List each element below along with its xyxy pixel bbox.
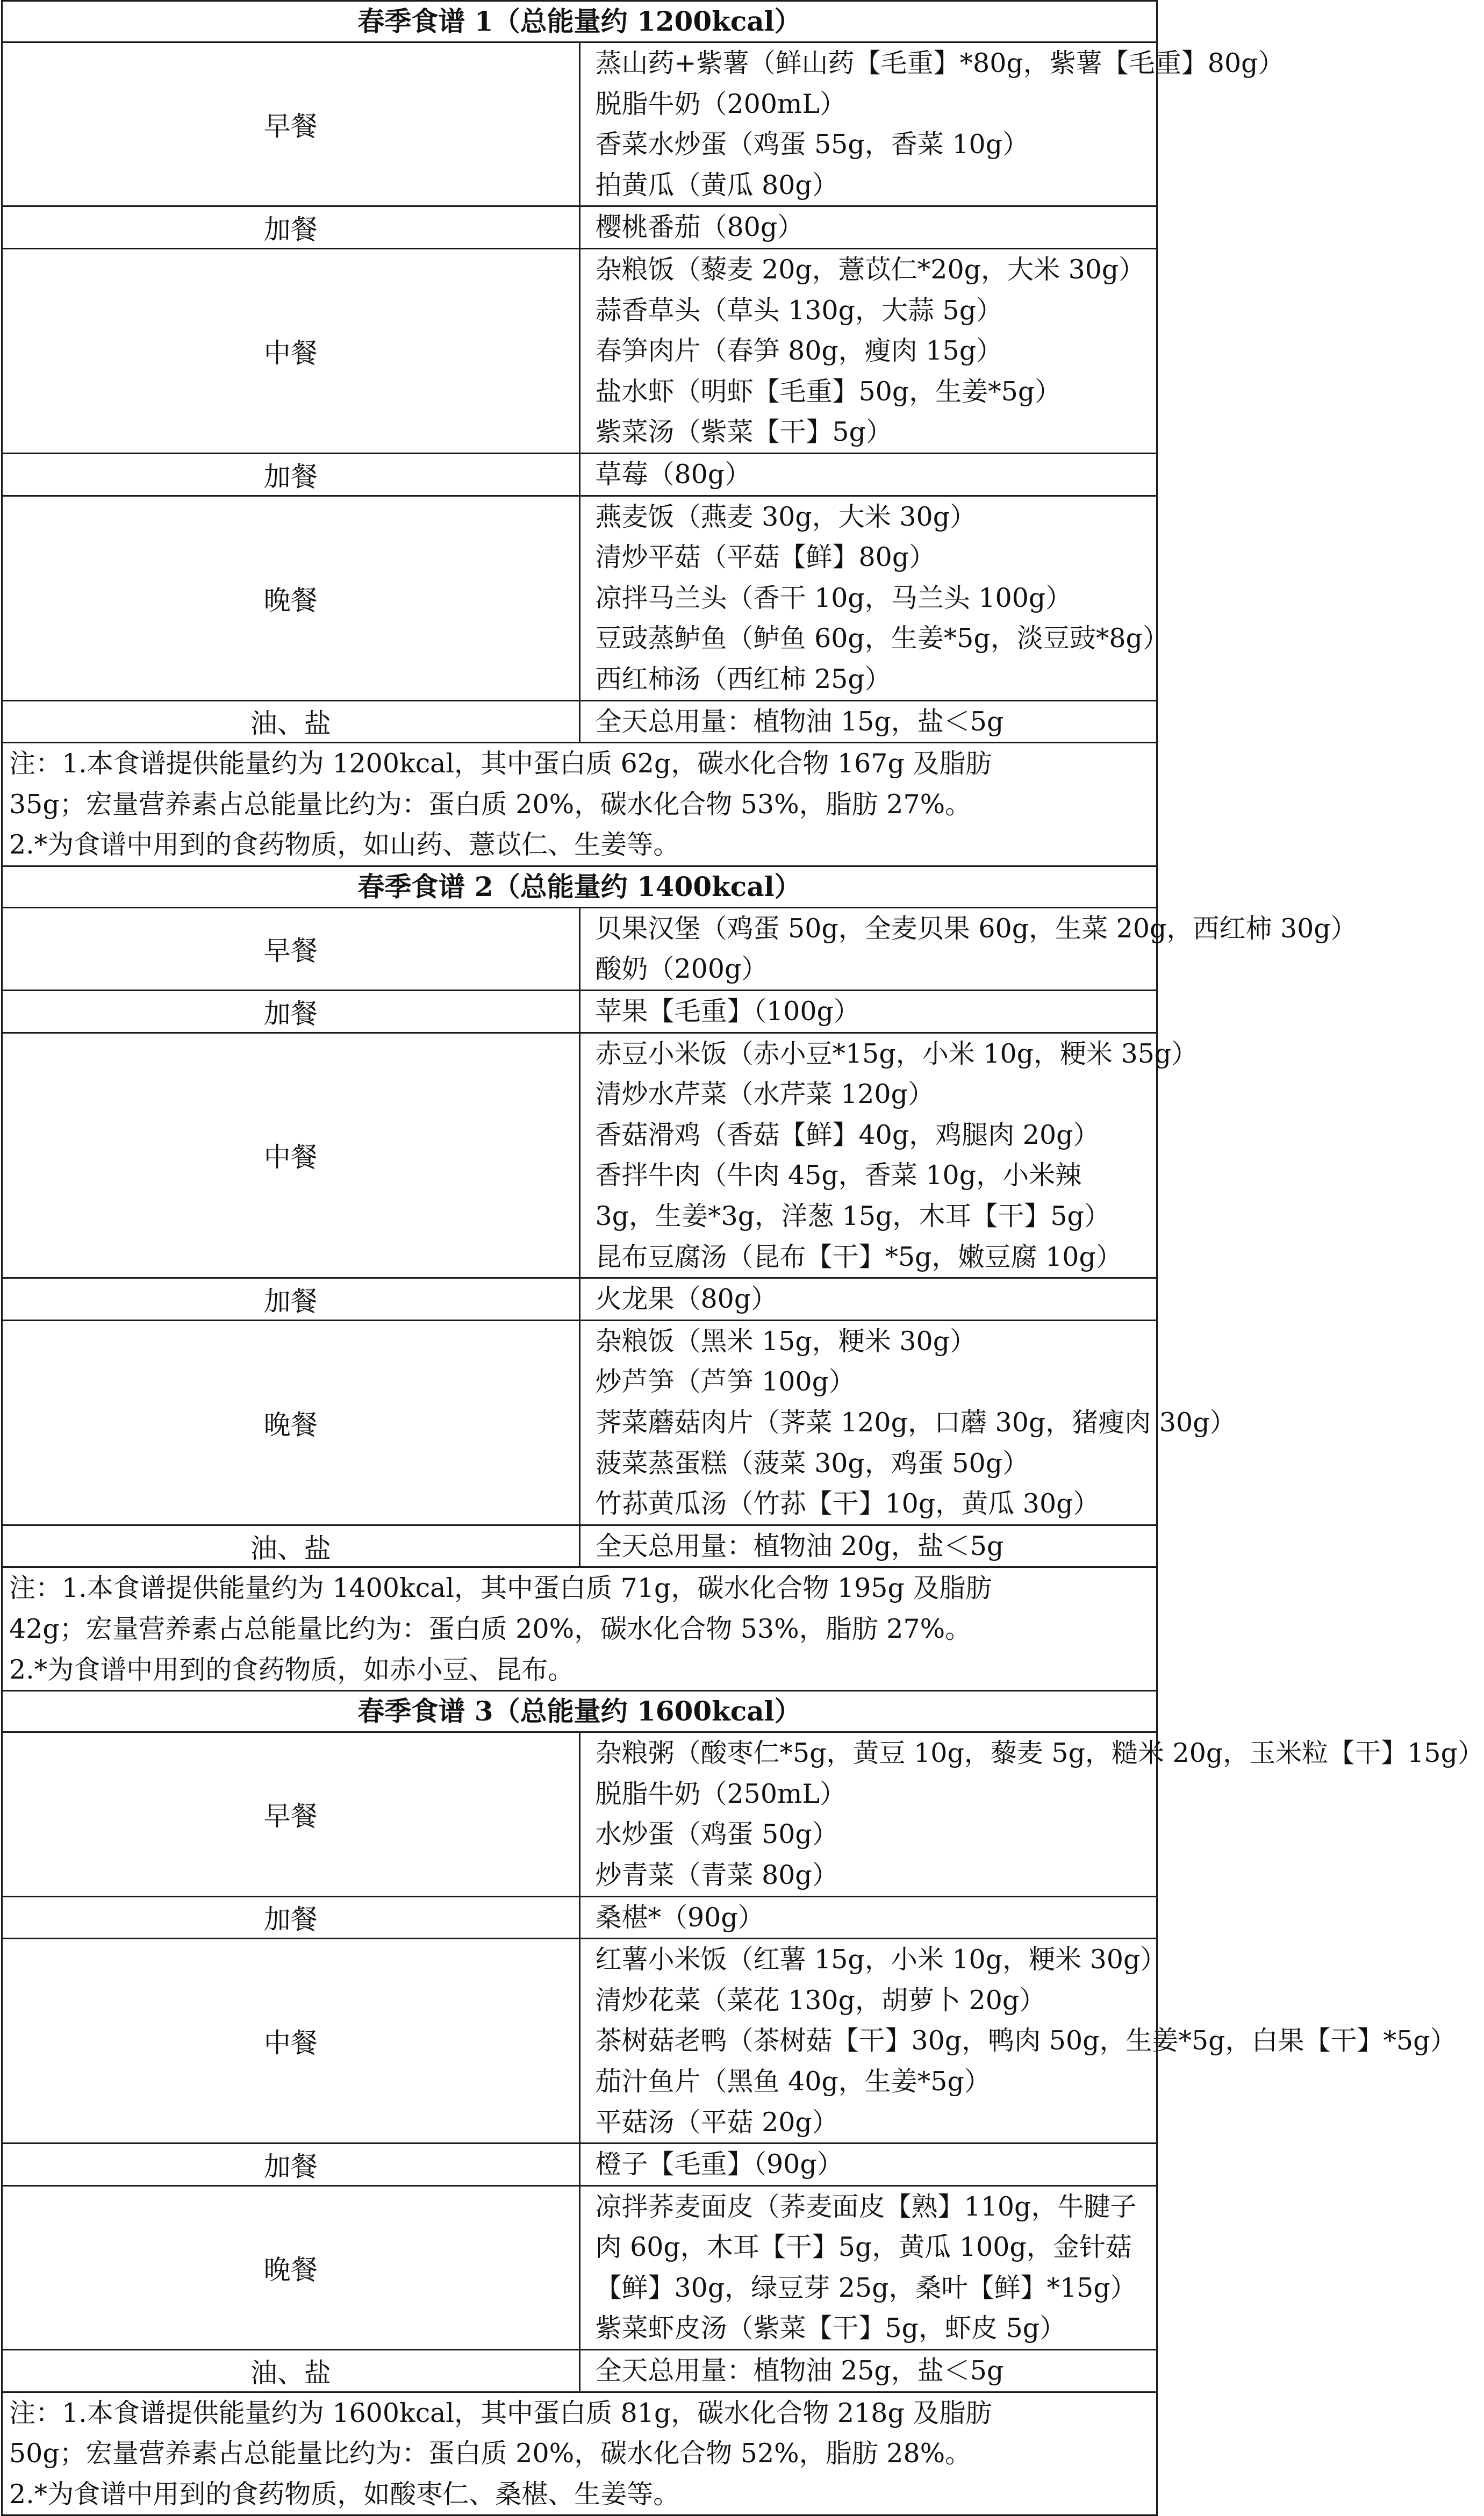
menu-2-title-row: [2, 866, 1157, 907]
note-line: 2.*为食谱中用到的食药物质，如酸枣仁、桑椹、生姜等。: [9, 2478, 680, 2510]
meal-label: 早餐: [2, 1732, 580, 1896]
meal-label: 加餐: [2, 1896, 580, 1939]
meal-items: [579, 1033, 1198, 1278]
meal-label: 油、盐: [2, 2350, 580, 2392]
meal-label: 加餐: [2, 206, 580, 249]
meal-label: 加餐: [2, 1278, 580, 1321]
dish-item: 清炒平菇（平菇【鲜】80g）: [595, 542, 936, 573]
meal-label: 中餐: [2, 248, 580, 453]
dish-item: 拍黄瓜（黄瓜 80g）: [595, 169, 838, 200]
meal-items: [579, 1320, 1236, 1525]
dish-item: 桑椹*（90g）: [595, 1902, 764, 1933]
dish-item: 水炒蛋（鸡蛋 50g）: [595, 1819, 838, 1850]
menu-2-oil-salt-row: [2, 1525, 1157, 1567]
meal-items: [579, 496, 1169, 700]
meal-label: 早餐: [2, 42, 580, 206]
dish-item: 赤豆小米饭（赤小豆*15g，小米 10g，粳米 35g）: [595, 1038, 1198, 1069]
oil-salt-text: 全天总用量：植物油 15g，盐＜5g: [595, 706, 1004, 737]
menu-3-title-row: [2, 1691, 1157, 1732]
dish-item: 脱脂牛奶（200mL）: [595, 88, 847, 119]
meal-items: [579, 907, 1357, 990]
dish-item: 紫菜虾皮汤（紫菜【干】5g，虾皮 5g）: [595, 2313, 1066, 2344]
menu-1-snack-row: [2, 206, 1157, 249]
dish-item: 凉拌马兰头（香干 10g，马兰头 100g）: [595, 582, 1072, 613]
menu-1-notes: [2, 743, 1157, 866]
dish-item: 香菜水炒蛋（鸡蛋 55g，香菜 10g）: [595, 129, 1029, 160]
spring-menu-table: [1, 0, 1484, 2516]
meal-label: 加餐: [2, 991, 580, 1033]
dish-item: 菠菜蒸蛋糕（菠菜 30g，鸡蛋 50g）: [595, 1447, 1029, 1479]
dish-item: 草莓（80g）: [595, 458, 751, 490]
meal-items: [579, 700, 1157, 743]
meal-items: [579, 453, 1157, 496]
menu-1-breakfast-row: [2, 42, 1157, 206]
dish-item: 春笋肉片（春笋 80g，瘦肉 15g）: [595, 335, 1003, 367]
menu-2-snack2-row: [2, 1278, 1157, 1321]
dish-item: 香菇滑鸡（香菇【鲜】40g，鸡腿肉 20g）: [595, 1119, 1100, 1150]
menu-1-notes-row: [2, 743, 1157, 866]
dish-item: 盐水虾（明虾【毛重】50g，生姜*5g）: [595, 376, 1062, 407]
menu-2-dinner-row: [2, 1320, 1157, 1525]
menu-1-dinner-row: [2, 496, 1157, 700]
menu-3-notes-row: [2, 2392, 1157, 2515]
meal-items: [579, 206, 1157, 249]
dish-item: 杂粮饭（黑米 15g，粳米 30g）: [595, 1325, 977, 1357]
dish-item: 脱脂牛奶（250mL）: [595, 1778, 847, 1809]
menu-3-title: 春季食谱 3（总能量约 1600kcal）: [2, 1691, 1157, 1732]
meal-label: 中餐: [2, 1033, 580, 1278]
dish-item: 樱桃番茄（80g）: [595, 212, 804, 243]
menu-2-notes: [2, 1567, 1157, 1691]
dish-item: 火龙果（80g）: [595, 1284, 778, 1315]
meal-label: 油、盐: [2, 1525, 580, 1567]
menu-1-title-row: [2, 1, 1157, 42]
menu-1-lunch-row: [2, 248, 1157, 453]
meal-label: 晚餐: [2, 496, 580, 700]
menu-3-snack-row: [2, 1896, 1157, 1939]
meal-items: [579, 248, 1157, 453]
dish-item: 紫菜汤（紫菜【干】5g）: [595, 417, 893, 448]
note-line: 注：1.本食谱提供能量约为 1200kcal，其中蛋白质 62g，碳水化合物 167g 及脂肪: [9, 748, 992, 779]
dish-item: 昆布豆腐汤（昆布【干】*5g，嫩豆腐 10g）: [595, 1241, 1122, 1272]
menu-3-oil-salt-row: [2, 2350, 1157, 2392]
menu-3-snack2-row: [2, 2144, 1157, 2186]
dish-item: 凉拌荞麦面皮（荞麦面皮【熟】110g，牛腱子肉 60g，木耳【干】5g，黄瓜 100g，金针菇【鲜】30g，绿豆芽 25g，桑叶【鲜】*15g）: [595, 2191, 1137, 2303]
dish-item: 炒芦笋（芦笋 100g）: [595, 1366, 855, 1397]
meal-label: 油、盐: [2, 700, 580, 743]
menu-3-breakfast-row: [2, 1732, 1157, 1896]
dish-item: 茶树菇老鸭（茶树菇【干】30g，鸭肉 50g，生姜*5g，白果【干】*5g）: [595, 2025, 1457, 2056]
note-line: 35g；宏量营养素占总能量比约为：蛋白质 20%，碳水化合物 53%，脂肪 27%。: [9, 789, 972, 820]
meal-items: [579, 1939, 1457, 2144]
dish-item: 豆豉蒸鲈鱼（鲈鱼 60g，生姜*5g，淡豆豉*8g）: [595, 623, 1169, 654]
meal-label: 晚餐: [2, 2185, 580, 2349]
dish-item: 杂粮粥（酸枣仁*5g，黄豆 10g，藜麦 5g，糙米 20g，玉米粒【干】15g）: [595, 1738, 1484, 1769]
dish-item: 苹果【毛重】（100g）: [595, 996, 860, 1027]
dish-item: 西红柿汤（西红柿 25g）: [595, 663, 891, 694]
dish-item: 橙子【毛重】（90g）: [595, 2149, 843, 2180]
note-line: 2.*为食谱中用到的食药物质，如赤小豆、昆布。: [9, 1654, 575, 1685]
meal-items: [579, 2185, 1157, 2349]
menu-1-title: 春季食谱 1（总能量约 1200kcal）: [2, 1, 1157, 42]
note-line: 50g；宏量营养素占总能量比约为：蛋白质 20%，碳水化合物 52%，脂肪 28%。: [9, 2438, 972, 2469]
menu-3-lunch-row: [2, 1939, 1157, 2144]
meal-items: [579, 1732, 1484, 1896]
meal-label: 早餐: [2, 907, 580, 990]
meal-label: 加餐: [2, 2144, 580, 2186]
dish-item: 杂粮饭（藜麦 20g，薏苡仁*20g，大米 30g）: [595, 254, 1145, 285]
menu-1-oil-salt-row: [2, 700, 1157, 743]
dish-item: 茄汁鱼片（黑鱼 40g，生姜*5g）: [595, 2066, 991, 2097]
note-line: 42g；宏量营养素占总能量比约为：蛋白质 20%，碳水化合物 53%，脂肪 27%。: [9, 1613, 972, 1644]
dish-item: 平菇汤（平菇 20g）: [595, 2106, 838, 2138]
meal-items: [579, 42, 1285, 206]
dish-item: 贝果汉堡（鸡蛋 50g，全麦贝果 60g，生菜 20g，西红柿 30g）: [595, 913, 1357, 944]
menu-3-notes: [2, 2392, 1157, 2515]
dish-item: 酸奶（200g）: [595, 954, 768, 985]
dish-item: 清炒花菜（菜花 130g，胡萝卜 20g）: [595, 1984, 1046, 2016]
note-line: 2.*为食谱中用到的食药物质，如山药、薏苡仁、生姜等。: [9, 829, 680, 861]
dish-item: 香拌牛肉（牛肉 45g，香菜 10g，小米辣 3g，生姜*3g，洋葱 15g，木耳【干】5g）: [595, 1160, 1110, 1232]
oil-salt-text: 全天总用量：植物油 25g，盐＜5g: [595, 2355, 1004, 2386]
meal-items: [579, 1278, 1157, 1321]
meal-label: 中餐: [2, 1939, 580, 2144]
dish-item: 燕麦饭（燕麦 30g，大米 30g）: [595, 501, 977, 532]
menu-2-title: 春季食谱 2（总能量约 1400kcal）: [2, 866, 1157, 907]
menu-3-dinner-row: [2, 2185, 1157, 2349]
dish-item: 竹荪黄瓜汤（竹荪【干】10g，黄瓜 30g）: [595, 1488, 1100, 1519]
meal-items: [579, 1525, 1157, 1567]
dish-item: 清炒水芹菜（水芹菜 120g）: [595, 1079, 934, 1110]
menu-2-lunch-row: [2, 1033, 1157, 1278]
meal-label: 晚餐: [2, 1320, 580, 1525]
dish-item: 荠菜蘑菇肉片（荠菜 120g，口蘑 30g，猪瘦肉 30g）: [595, 1407, 1236, 1438]
meal-items: [579, 2350, 1157, 2392]
dish-item: 炒青菜（青菜 80g）: [595, 1859, 838, 1890]
dish-item: 红薯小米饭（红薯 15g，小米 10g，粳米 30g）: [595, 1944, 1167, 1975]
menu-2-snack-row: [2, 991, 1157, 1033]
meal-label: 加餐: [2, 453, 580, 496]
dish-item: 蒜香草头（草头 130g，大蒜 5g）: [595, 295, 1003, 326]
menu-2-notes-row: [2, 1567, 1157, 1691]
meal-items: [579, 1896, 1157, 1939]
oil-salt-text: 全天总用量：植物油 20g，盐＜5g: [595, 1530, 1004, 1561]
note-line: 注：1.本食谱提供能量约为 1400kcal，其中蛋白质 71g，碳水化合物 195g 及脂肪: [9, 1573, 992, 1604]
meal-items: [579, 2144, 1157, 2186]
meal-items: [579, 991, 1157, 1033]
menu-2-breakfast-row: [2, 907, 1157, 990]
note-line: 注：1.本食谱提供能量约为 1600kcal，其中蛋白质 81g，碳水化合物 218g 及脂肪: [9, 2397, 992, 2428]
menu-1-snack2-row: [2, 453, 1157, 496]
dish-item: 蒸山药+紫薯（鲜山药【毛重】*80g，紫薯【毛重】80g）: [595, 48, 1285, 78]
